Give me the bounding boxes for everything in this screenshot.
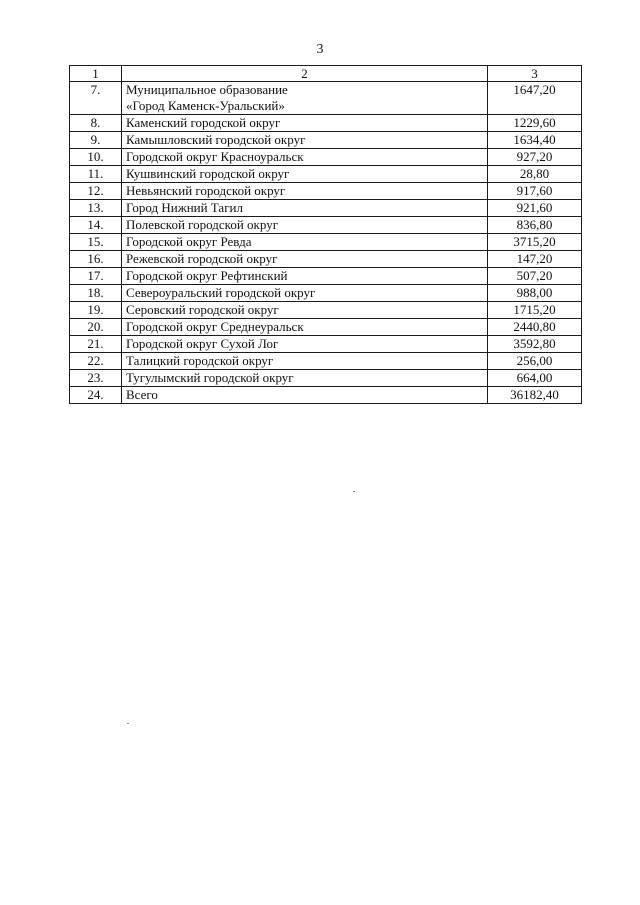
table-row (70, 336, 582, 353)
table-row (70, 234, 582, 251)
municipality-name-line: Муниципальное образование (126, 82, 288, 97)
municipality-name-line: «Город Каменск-Уральский» (126, 98, 285, 113)
amount-value: 2440,80 (488, 319, 582, 336)
amount-value: 1229,60 (488, 115, 582, 132)
table-row (70, 353, 582, 370)
amount-value: 3592,80 (488, 336, 582, 353)
municipality-name: Невьянский городской округ (122, 183, 488, 200)
table-row (70, 149, 582, 166)
scan-speck (127, 723, 129, 724)
total-label: Всего (122, 387, 488, 404)
row-number: 19. (70, 302, 122, 319)
page-number: 3 (316, 42, 324, 57)
scan-speck (353, 491, 355, 492)
column-header-1: 1 (70, 66, 122, 82)
row-number: 21. (70, 336, 122, 353)
row-number: 15. (70, 234, 122, 251)
municipality-name: Городской округ Красноуральск (122, 149, 488, 166)
allocation-table (69, 65, 582, 404)
row-number: 24. (70, 387, 122, 404)
amount-value: 3715,20 (488, 234, 582, 251)
municipality-name: Городской округ Ревда (122, 234, 488, 251)
municipality-name: Городской округ Сухой Лог (122, 336, 488, 353)
table-row (70, 183, 582, 200)
municipality-name: Город Нижний Тагил (122, 200, 488, 217)
row-number: 17. (70, 268, 122, 285)
table-row (70, 132, 582, 149)
row-number: 8. (70, 115, 122, 132)
row-number: 23. (70, 370, 122, 387)
municipality-name (122, 82, 488, 115)
row-number: 12. (70, 183, 122, 200)
amount-value: 927,20 (488, 149, 582, 166)
row-number: 22. (70, 353, 122, 370)
table-row (70, 370, 582, 387)
municipality-name: Режевской городской округ (122, 251, 488, 268)
amount-value: 917,60 (488, 183, 582, 200)
municipality-name: Кушвинский городской округ (122, 166, 488, 183)
amount-value: 28,80 (488, 166, 582, 183)
row-number: 7. (70, 82, 122, 115)
amount-value: 988,00 (488, 285, 582, 302)
total-value: 36182,40 (488, 387, 582, 404)
table-row (70, 285, 582, 302)
municipality-name: Камышловский городской округ (122, 132, 488, 149)
municipality-name: Городской округ Среднеуральск (122, 319, 488, 336)
municipality-name: Североуральский городской округ (122, 285, 488, 302)
table-row (70, 200, 582, 217)
amount-value: 1647,20 (488, 82, 582, 115)
table-row (70, 268, 582, 285)
amount-value: 1634,40 (488, 132, 582, 149)
municipality-name: Талицкий городской округ (122, 353, 488, 370)
municipality-name: Каменский городской округ (122, 115, 488, 132)
amount-value: 256,00 (488, 353, 582, 370)
table-header-row (70, 66, 582, 82)
table-row (70, 251, 582, 268)
amount-value: 836,80 (488, 217, 582, 234)
table-row (70, 302, 582, 319)
row-number: 10. (70, 149, 122, 166)
row-number: 13. (70, 200, 122, 217)
table-row (70, 217, 582, 234)
municipality-name: Тугулымский городской округ (122, 370, 488, 387)
row-number: 11. (70, 166, 122, 183)
table-row (70, 82, 582, 115)
column-header-2: 2 (122, 66, 488, 82)
row-number: 18. (70, 285, 122, 302)
amount-value: 664,00 (488, 370, 582, 387)
amount-value: 147,20 (488, 251, 582, 268)
row-number: 14. (70, 217, 122, 234)
table-total-row (70, 387, 582, 404)
amount-value: 1715,20 (488, 302, 582, 319)
table-row (70, 319, 582, 336)
amount-value: 507,20 (488, 268, 582, 285)
municipality-name: Полевской городской округ (122, 217, 488, 234)
row-number: 16. (70, 251, 122, 268)
table-row (70, 166, 582, 183)
table-row (70, 115, 582, 132)
row-number: 9. (70, 132, 122, 149)
amount-value: 921,60 (488, 200, 582, 217)
municipality-name: Серовский городской округ (122, 302, 488, 319)
municipality-name: Городской округ Рефтинский (122, 268, 488, 285)
row-number: 20. (70, 319, 122, 336)
column-header-3: 3 (488, 66, 582, 82)
